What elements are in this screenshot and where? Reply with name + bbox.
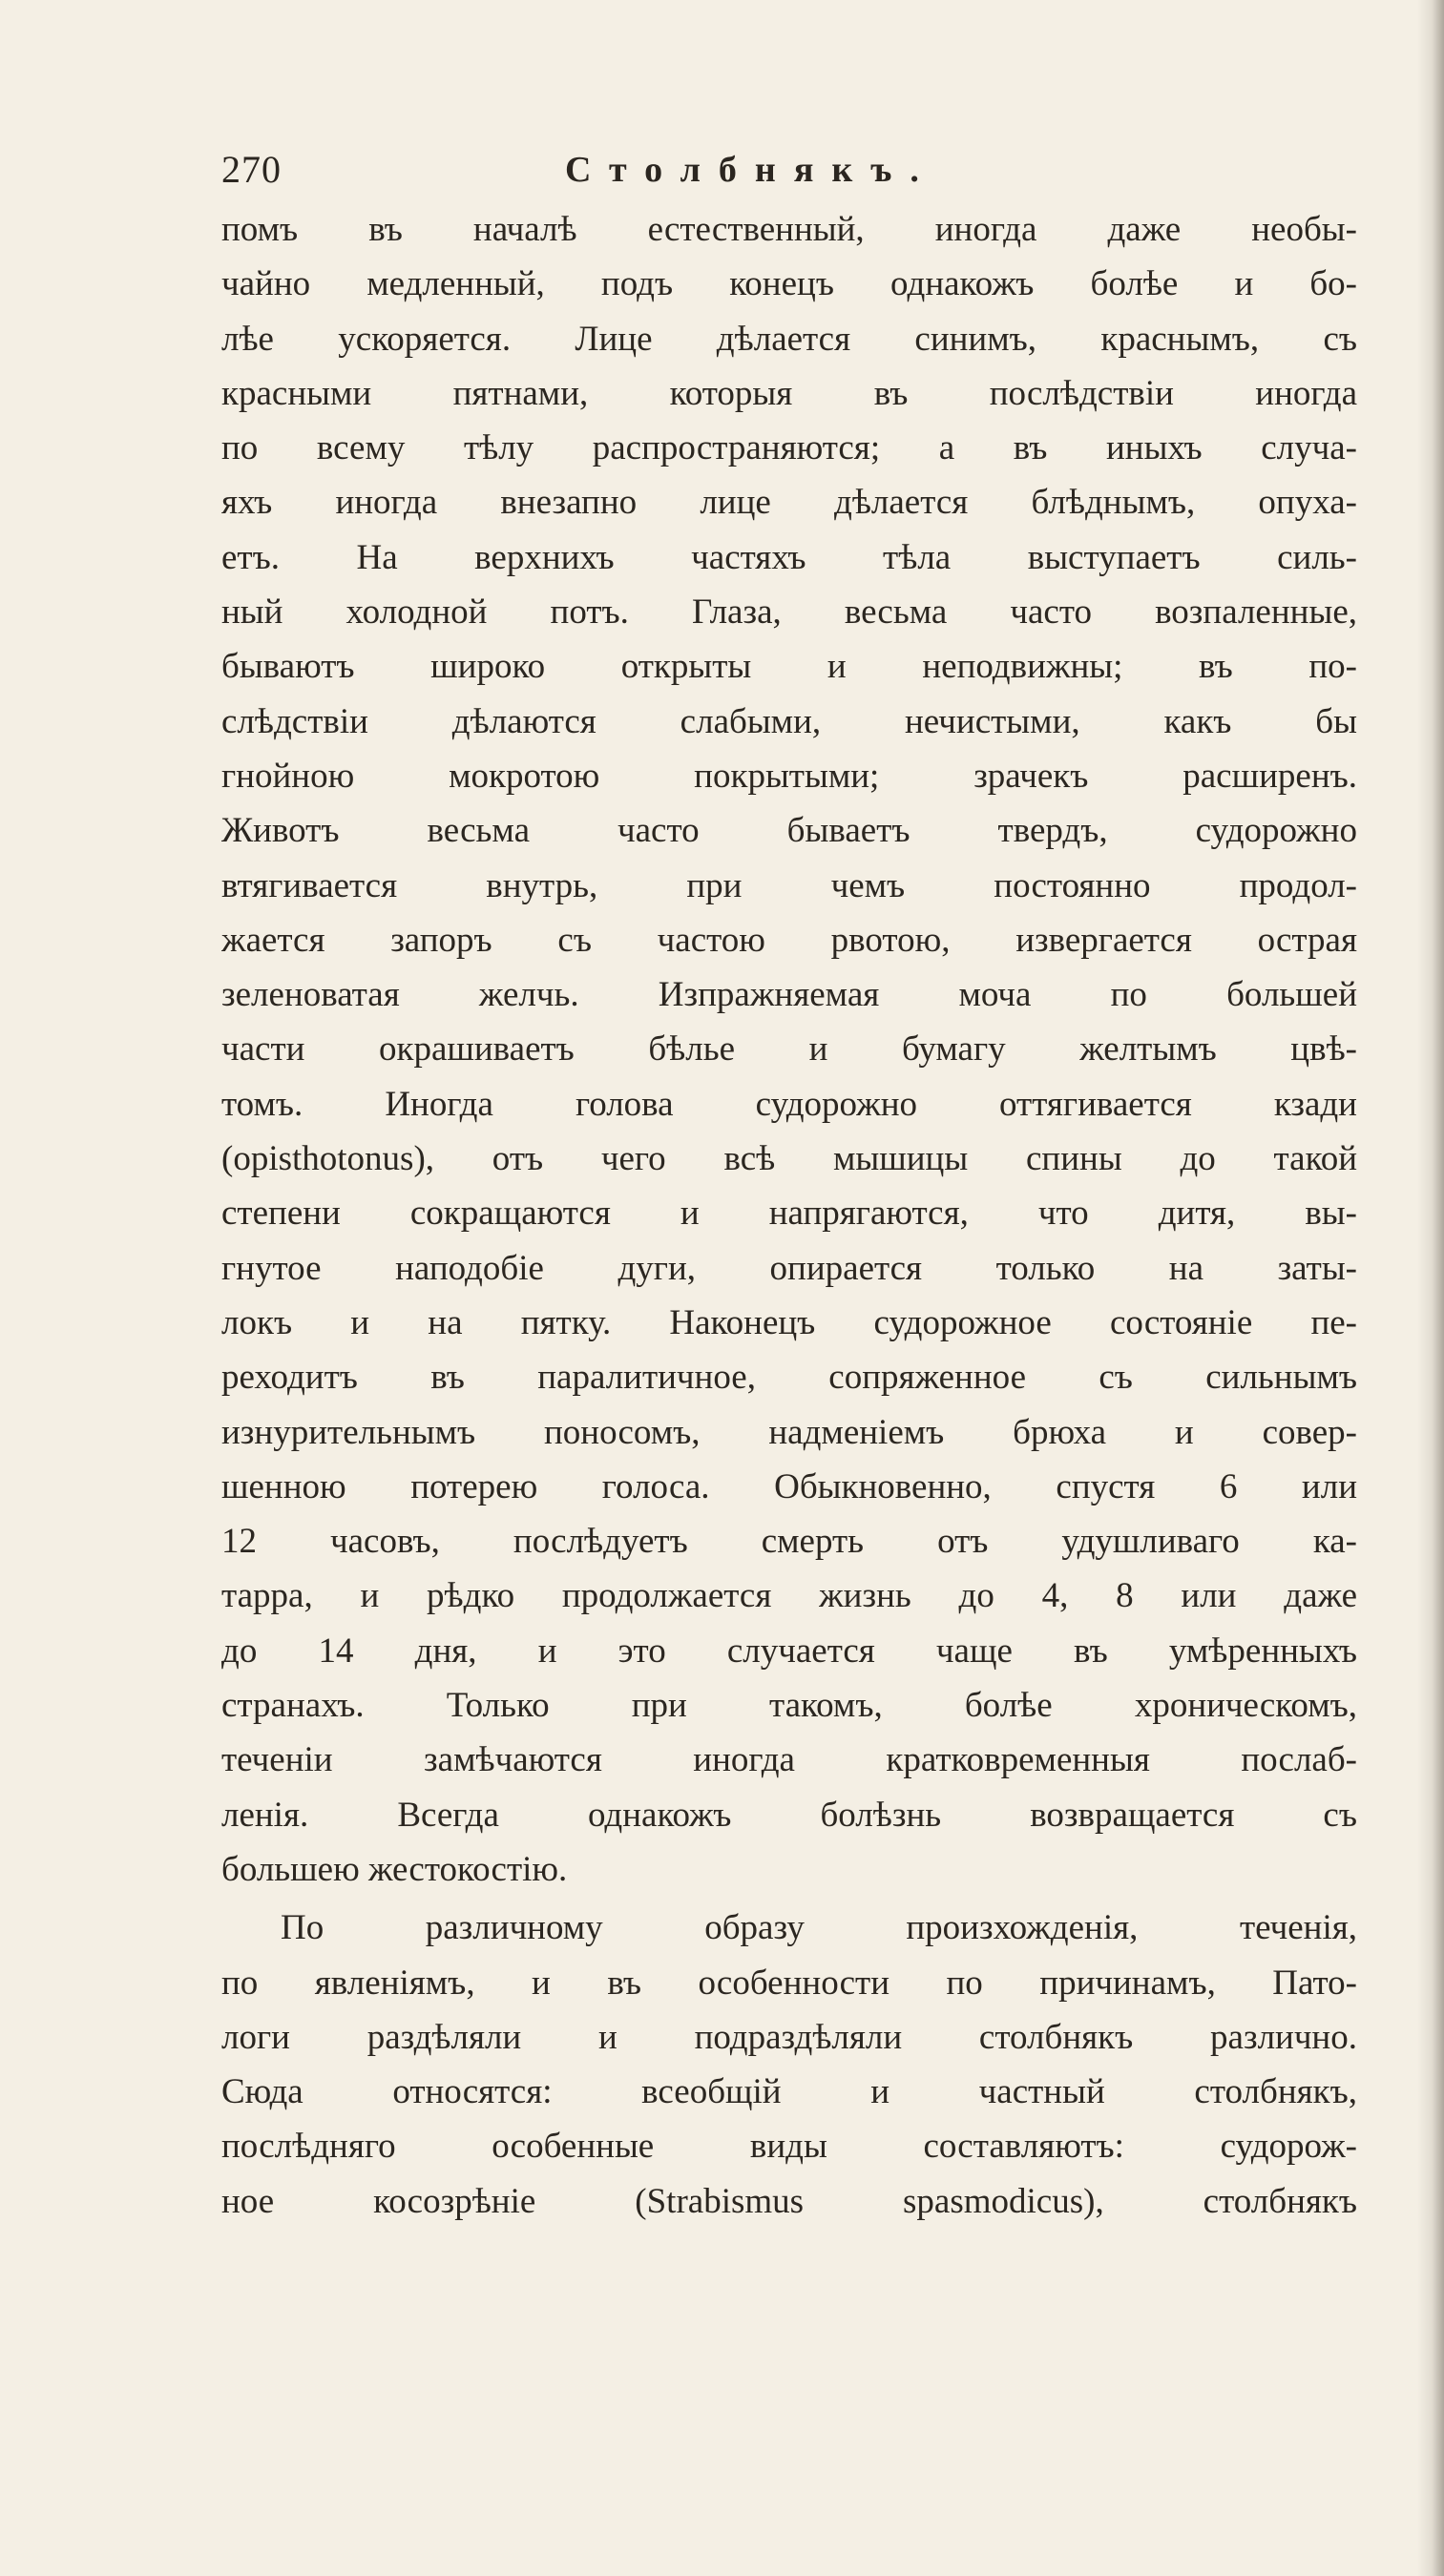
text-line: слѣдствіи дѣлаются слабыми, нечистыми, какъ бы xyxy=(221,701,1357,741)
text-line: етъ. На верхнихъ частяхъ тѣла выступаетъ силь- xyxy=(221,537,1357,577)
text-line: шенною потерею голоса. Обыкновенно, спустя 6 или xyxy=(221,1466,1357,1506)
text-line: до 14 дня, и это случается чаще въ умѣренныхъ xyxy=(221,1631,1357,1671)
text-line: (opisthotonus), отъ чего всѣ мышицы спины до такой xyxy=(221,1139,1357,1179)
text-line: теченіи замѣчаются иногда кратковременныя послаб- xyxy=(221,1740,1357,1780)
spine-shadow xyxy=(1417,0,1444,2576)
text-line: втягивается внутрь, при чемъ постоянно продол- xyxy=(221,865,1357,905)
text-line: жается запоръ съ частою рвотою, извергается острая xyxy=(221,920,1357,960)
text-line: бываютъ широко открыты и неподвижны; въ по- xyxy=(221,647,1357,687)
text-line: чайно медленный, подъ конецъ однакожъ болѣе и бо- xyxy=(221,264,1357,304)
paragraph-2 xyxy=(221,1901,1357,2229)
text-line: Животъ весьма часто бываетъ твердъ, судорожно xyxy=(221,811,1357,851)
page-number: 270 xyxy=(221,148,282,191)
text-line: по явленіямъ, и въ особенности по причинамъ, Пато- xyxy=(221,1963,1357,2003)
text-line: ный холодной потъ. Глаза, весьма часто возпаленные, xyxy=(221,592,1357,633)
text-line: послѣдняго особенные виды составляютъ: судорож- xyxy=(221,2127,1357,2167)
text-line: тарра, и рѣдко продолжается жизнь до 4, 8 или даже xyxy=(221,1576,1357,1616)
text-line: ленія. Всегда однакожъ болѣзнь возвращается съ xyxy=(221,1795,1357,1835)
text-line: ное косозрѣніе (Strabismus spasmodicus), столбнякъ xyxy=(221,2181,1357,2221)
page-header xyxy=(221,143,1357,200)
text-line: помъ въ началѣ естественный, иногда даже необы- xyxy=(221,210,1357,249)
body-text xyxy=(221,202,1357,2229)
text-line: странахъ. Только при такомъ, болѣе хроническомъ, xyxy=(221,1686,1357,1726)
text-line: яхъ иногда внезапно лице дѣлается блѣднымъ, опуха- xyxy=(221,483,1357,523)
text-line: гнойною мокротою покрытыми; зрачекъ расширенъ. xyxy=(221,756,1357,796)
running-title: Столбнякъ. xyxy=(565,150,937,190)
text-line: изнурительнымъ поносомъ, надменіемъ брюха и совер- xyxy=(221,1412,1357,1452)
text-line: зеленоватая желчь. Изпражняемая моча по большей xyxy=(221,975,1357,1015)
text-line: логи раздѣляли и подраздѣляли столбнякъ различно. xyxy=(221,2017,1357,2057)
text-line: 12 часовъ, послѣдуетъ смерть отъ удушливаго ка- xyxy=(221,1522,1357,1562)
text-line: лѣе ускоряется. Лице дѣлается синимъ, краснымъ, съ xyxy=(221,319,1357,359)
text-line: реходитъ въ паралитичное, сопряженное съ сильнымъ xyxy=(221,1358,1357,1398)
text-line: Сюда относятся: всеобщій и частный столбнякъ, xyxy=(221,2072,1357,2112)
text-line: гнутое наподобіе дуги, опирается только на заты- xyxy=(221,1248,1357,1288)
text-line: красными пятнами, которыя въ послѣдствіи иногда xyxy=(221,373,1357,413)
text-line: томъ. Иногда голова судорожно оттягивается кзади xyxy=(221,1084,1357,1124)
text-line: по всему тѣлу распространяются; а въ иныхъ случа- xyxy=(221,428,1357,468)
text-line: большею жестокостію. xyxy=(221,1849,568,1889)
text-line: локъ и на пятку. Наконецъ судорожное состояніе пе- xyxy=(221,1302,1357,1342)
paragraph-1 xyxy=(221,202,1357,1897)
text-line: По различному образу произхожденія, теченія, xyxy=(281,1908,1357,1948)
text-line: степени сокращаются и напрягаются, что дитя, вы- xyxy=(221,1194,1357,1234)
text-line: части окрашиваетъ бѣлье и бумагу желтымъ цвѣ- xyxy=(221,1029,1357,1070)
